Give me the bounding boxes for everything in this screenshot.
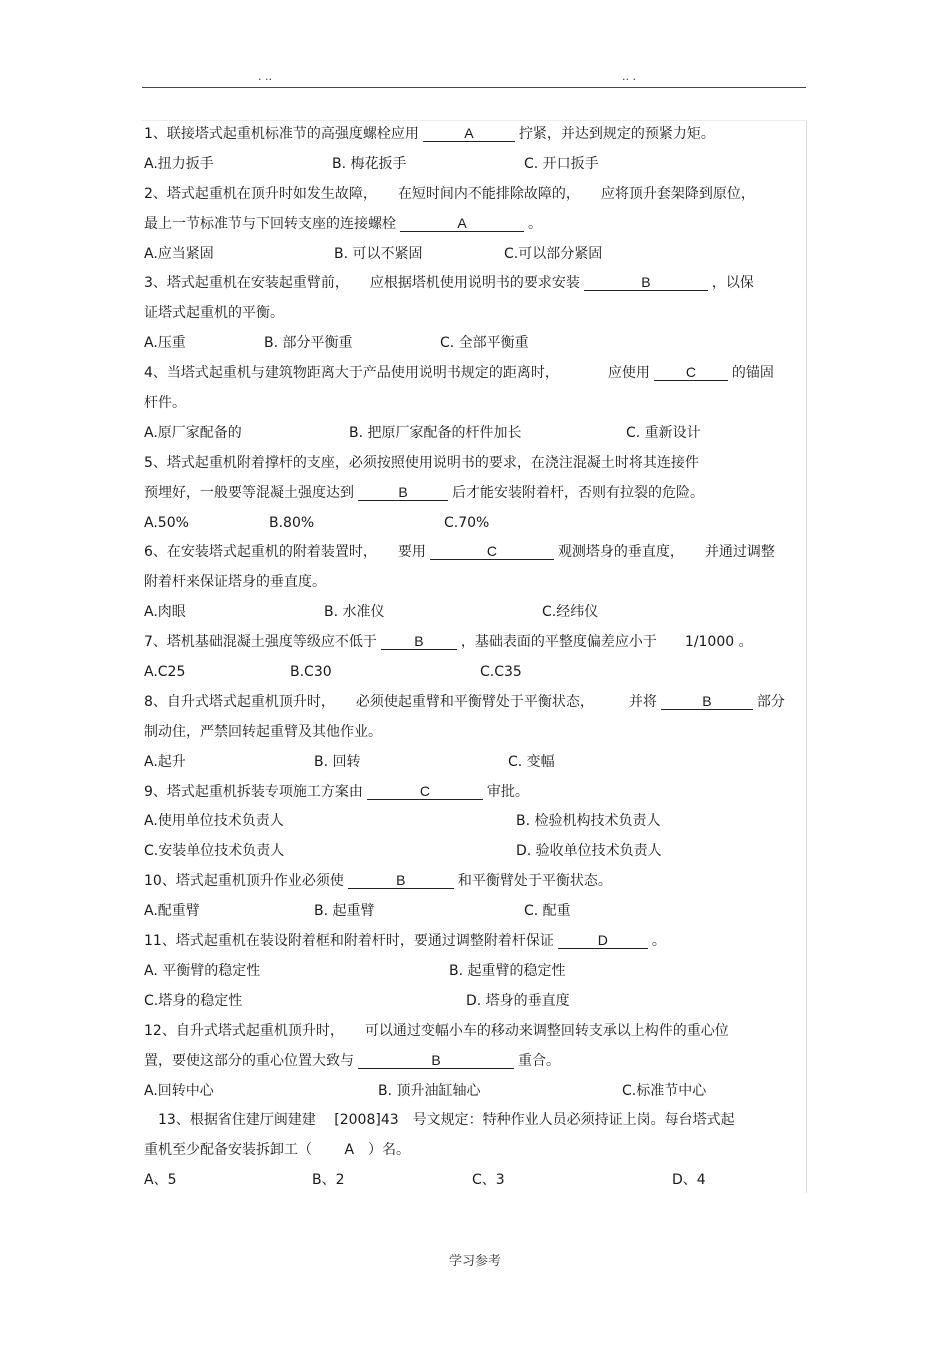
option-label: D、4 [672,1172,706,1189]
question-8-options [144,748,806,778]
question-3-line-2 [144,299,806,329]
option-label: C、3 [472,1172,505,1189]
option-label: D. 验收单位技术负责人 [516,843,662,860]
option-label: C. 重新设计 [626,424,701,441]
question-text: 附着杆来保证塔身的垂直度。 [144,574,326,591]
question-text: 的锚固 [731,365,774,382]
option-label: B. 梅花扳手 [332,155,407,172]
option-label: D. 塔身的垂直度 [466,992,570,1009]
question-text: 11、塔式起重机在装设附着框和附着杆时，要通过调整附着杆保证 [144,933,554,950]
option-label: C.70% [444,514,490,531]
question-text: ，基础表面的平整度偏差应小于 1/1000 。 [460,634,753,651]
question-5-line-2 [144,479,806,509]
question-11-options [144,957,806,987]
question-list [144,120,806,1196]
question-13-line-1 [144,1106,806,1136]
answer-blank: A [423,125,515,142]
answer-blank: C [654,364,728,381]
question-6-line-2 [144,568,806,598]
question-text: 最上一节标准节与下回转支座的连接螺栓 [144,215,396,232]
question-6-options [144,598,806,628]
answer-blank: B [358,1052,514,1069]
answer-blank: B [358,484,448,501]
option-label: A. 平衡臂的稳定性 [144,962,261,979]
question-text: 1、联接塔式起重机标准节的高强度螺栓应用 [144,126,419,142]
option-label: B.80% [269,514,315,531]
option-label: C.C35 [480,664,522,681]
answer-blank: B [348,872,454,889]
option-label: B. 水准仪 [324,604,385,621]
question-text: 10、塔式起重机顶升作业必须使 [144,873,344,890]
question-6-line-1 [144,538,806,568]
question-text: 和平衡臂处于平衡状态。 [457,873,612,890]
question-text: ，以保 [711,275,754,292]
option-label: A.回转中心 [144,1082,214,1099]
option-label: C. 开口扳手 [524,155,599,172]
option-label: C.标准节中心 [622,1082,707,1099]
option-label: B. 回转 [314,753,361,770]
option-label: A.原厂家配备的 [144,424,242,441]
question-text: 预埋好，一般要等混凝土强度达到 [144,484,354,501]
question-4-line-1 [144,359,806,389]
answer-blank: D [558,932,648,949]
question-3-options [144,329,806,359]
question-4-line-2 [144,389,806,419]
question-text: 2、塔式起重机在顶升时如发生故障， 在短时间内不能排除故障的， 应将顶升套架降到原位， [144,185,755,202]
answer-blank: B [661,693,753,710]
page-footer: 学习参考 [448,1254,501,1269]
question-text: 。 [528,215,542,232]
question-12-options [144,1077,806,1107]
option-label: A、5 [144,1172,177,1189]
question-7-line-1 [144,628,806,658]
question-9-options [144,807,806,837]
option-label: A.应当紧固 [144,245,214,262]
question-text: 5、塔式起重机附着撑杆的支座，必须按照使用说明书的要求，在浇注混凝土时将其连接件 [144,454,699,471]
question-text: 证塔式起重机的平衡。 [144,305,284,322]
question-8-line-2 [144,718,806,748]
question-text: 重机至少配备安装拆卸工（ A ）名。 [144,1142,411,1159]
question-text: 。 [651,933,666,950]
question-text: 4、当塔式起重机与建筑物距离大于产品使用说明书规定的距离时， 应使用 [144,365,650,382]
option-label: B.C30 [290,664,332,681]
option-label: B. 把原厂家配备的杆件加长 [349,424,522,441]
question-text: 3、塔式起重机在安装起重臂前， 应根据塔机使用说明书的要求安装 [144,275,580,292]
option-label: C.塔身的稳定性 [144,992,243,1009]
option-label: B. 顶升油缸轴心 [378,1082,481,1099]
question-text: 8、自升式塔式起重机顶升时， 必须使起重臂和平衡臂处于平衡状态， 并将 [144,693,657,710]
question-text: 7、塔机基础混凝土强度等级应不低于 [144,634,377,651]
question-11-options-2 [144,987,806,1017]
option-label: B. 检验机构技术负责人 [516,813,661,830]
option-label: B. 起重臂的稳定性 [449,962,566,979]
question-text: 13、根据省住建厅闽建建 [2008]43 号文规定：特种作业人员必须持证上岗。每台塔式起 [158,1112,735,1129]
question-13-line-2 [144,1136,806,1166]
question-text: 置，要使这部分的重心位置大致与 [144,1052,354,1069]
question-13-options [144,1166,806,1196]
question-text: 制动住，严禁回转起重臂及其他作业。 [144,723,382,740]
question-11-line-1 [144,927,806,957]
question-10-options [144,897,806,927]
question-1-options [144,150,806,180]
option-label: A.肉眼 [144,604,186,621]
option-label: B. 部分平衡重 [264,335,353,352]
question-text: 杆件。 [144,395,186,412]
header-dots-right: .. . [622,70,636,83]
question-text: 9、塔式起重机拆装专项施工方案由 [144,783,363,800]
option-label: A.配重臂 [144,903,200,920]
option-label: C.可以部分紧固 [504,245,603,262]
header-dots-left: . .. [258,70,272,83]
option-label: A.C25 [144,664,186,681]
question-2-line-1 [144,180,806,210]
question-5-line-1 [144,449,806,479]
question-text: 观测塔身的垂直度， 并通过调整 [557,544,775,561]
question-12-line-1 [144,1017,806,1047]
option-label: A.起升 [144,753,186,770]
option-label: C. 配重 [524,903,571,920]
option-label: C.经纬仪 [542,604,599,621]
question-1-line-1 [144,120,806,150]
question-2-options [144,240,806,270]
option-label: B. 起重臂 [314,903,375,920]
answer-blank: C [367,783,483,800]
option-label: C.安装单位技术负责人 [144,843,285,860]
option-label: A.使用单位技术负责人 [144,813,284,830]
option-label: B、2 [312,1172,345,1189]
option-label: A.扭力扳手 [144,155,214,172]
question-12-line-2 [144,1047,806,1077]
question-text: 6、在安装塔式起重机的附着装置时， 要用 [144,544,426,561]
answer-blank: B [584,274,708,291]
question-9-line-1 [144,778,806,808]
question-8-line-1 [144,688,806,718]
question-3-line-1 [144,269,806,299]
question-text: 12、自升式塔式起重机顶升时， 可以通过变幅小车的移动来调整回转支承以上构件的重心位 [144,1022,729,1039]
question-text: 后才能安装附着杆，否则有拉裂的危险。 [452,484,704,501]
question-7-options [144,658,806,688]
answer-blank: B [381,633,457,650]
question-9-options-2 [144,837,806,867]
answer-blank: C [430,543,554,560]
question-2-line-2 [144,210,806,240]
option-label: B. 可以不紧固 [334,245,423,262]
answer-blank: A [400,215,524,232]
question-text: 部分 [756,693,785,710]
question-5-options [144,509,806,539]
question-text: 拧紧，并达到规定的预紧力矩。 [518,126,715,142]
option-label: C. 全部平衡重 [440,335,529,352]
question-text: 审批。 [486,783,529,800]
option-label: A.压重 [144,335,186,352]
question-4-options [144,419,806,449]
question-10-line-1 [144,867,806,897]
option-label: C. 变幅 [508,753,555,770]
header-rule [142,87,806,88]
option-label: A.50% [144,514,189,531]
question-text: 重合。 [518,1052,560,1069]
